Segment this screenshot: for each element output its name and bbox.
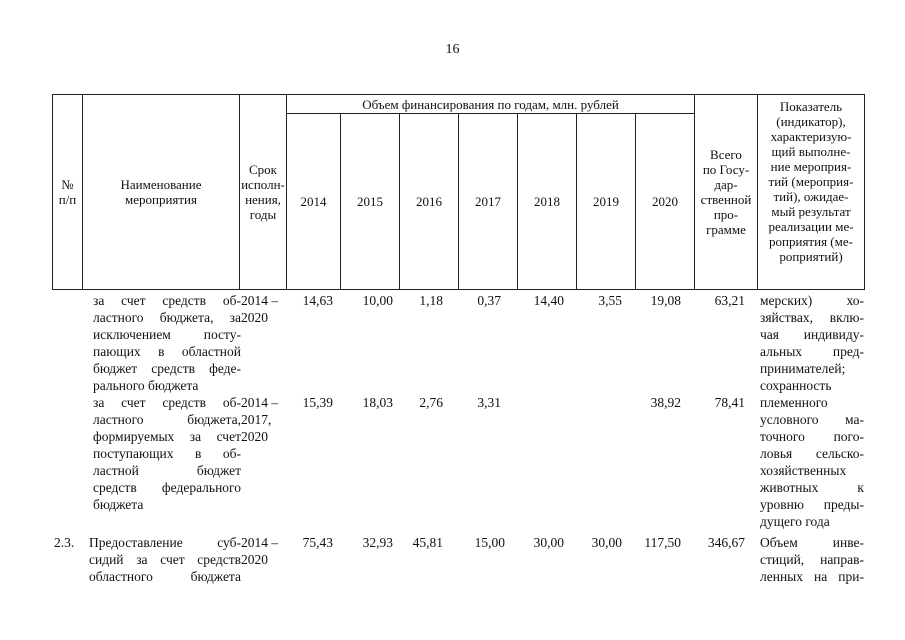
header-number: № п/п [53, 95, 83, 290]
row-3-value-2014: 75,43 [302, 535, 333, 550]
row-3-value-2019: 30,00 [591, 535, 622, 550]
header-year: 2015 [341, 114, 400, 290]
row-3-value-2015: 32,93 [362, 535, 393, 550]
row-3-value-2018: 30,00 [533, 535, 564, 550]
header-term: Срок исполн- нения, годы [240, 95, 287, 290]
header-year: 2016 [400, 114, 459, 290]
row-3-indicator: Объем инве- стиций, направ- ленных на при- [760, 535, 864, 584]
row-3-value-2020: 117,50 [644, 535, 681, 550]
header-total: Всего по Госу- дар- ственной про- грамме [695, 95, 758, 290]
header-year: 2017 [459, 114, 518, 290]
header-indicator: Показатель (индикатор), характеризую- щий выполне- ние мероприя- тий (мероприя- тий), ожидае- мый результат реализации ме- роприятия (ме- роприятий) [758, 95, 865, 290]
row-1-name: за счет средств об- ластного бюджета, за исключением посту- пающих в областной бюджет средств феде- рального бюджета [93, 293, 241, 393]
row-3-term: 2014 – 2020 [241, 535, 279, 567]
row-2-indicator: племенного условного ма- точного пого- ловья сельско- хозяйственных животных к уровню преды- дущего года [760, 395, 864, 529]
header-year: 2018 [518, 114, 577, 290]
row-2-value-2020: 38,92 [650, 395, 681, 410]
row-3-value-2016: 45,81 [412, 535, 443, 550]
header-name: Наименование мероприятия [83, 95, 240, 290]
row-3-name: Предоставление суб- сидий за счет средств областного бюджета [89, 535, 241, 584]
header-year: 2020 [636, 114, 695, 290]
table-header [52, 94, 865, 290]
row-1-value-2016: 1,18 [419, 293, 443, 308]
row-2-term: 2014 – 2017, 2020 [241, 395, 279, 444]
row-1-value-2017: 0,37 [477, 293, 501, 308]
row-1-value-2014: 14,63 [302, 293, 333, 308]
row-1-term: 2014 – 2020 [241, 293, 279, 325]
row-1-value-2020: 19,08 [650, 293, 681, 308]
row-2-value-2017: 3,31 [477, 395, 501, 410]
row-2-value-2015: 18,03 [362, 395, 393, 410]
header-funding-title: Объем финансирования по годам, млн. рублей [287, 95, 695, 114]
row-3-number: 2.3. [54, 535, 75, 550]
header-year: 2014 [287, 114, 341, 290]
header-year: 2019 [577, 114, 636, 290]
row-1-total: 63,21 [714, 293, 745, 308]
row-2-value-2016: 2,76 [419, 395, 443, 410]
row-3-total: 346,67 [707, 535, 745, 550]
row-1-value-2018: 14,40 [533, 293, 564, 308]
row-2-total: 78,41 [714, 395, 745, 410]
row-1-indicator: мерских) хо- зяйствах, вклю- чая индивиду- альных пред- принимателей; сохранность [760, 293, 864, 393]
row-3-value-2017: 15,00 [474, 535, 505, 550]
row-2-value-2014: 15,39 [302, 395, 333, 410]
page-number: 16 [445, 42, 460, 57]
row-2-name: за счет средств об- ластного бюджета, формируемых за счет поступающих в об- ластной бюджет средств федерального бюджета [93, 395, 241, 512]
row-1-value-2019: 3,55 [598, 293, 622, 308]
row-1-value-2015: 10,00 [362, 293, 393, 308]
